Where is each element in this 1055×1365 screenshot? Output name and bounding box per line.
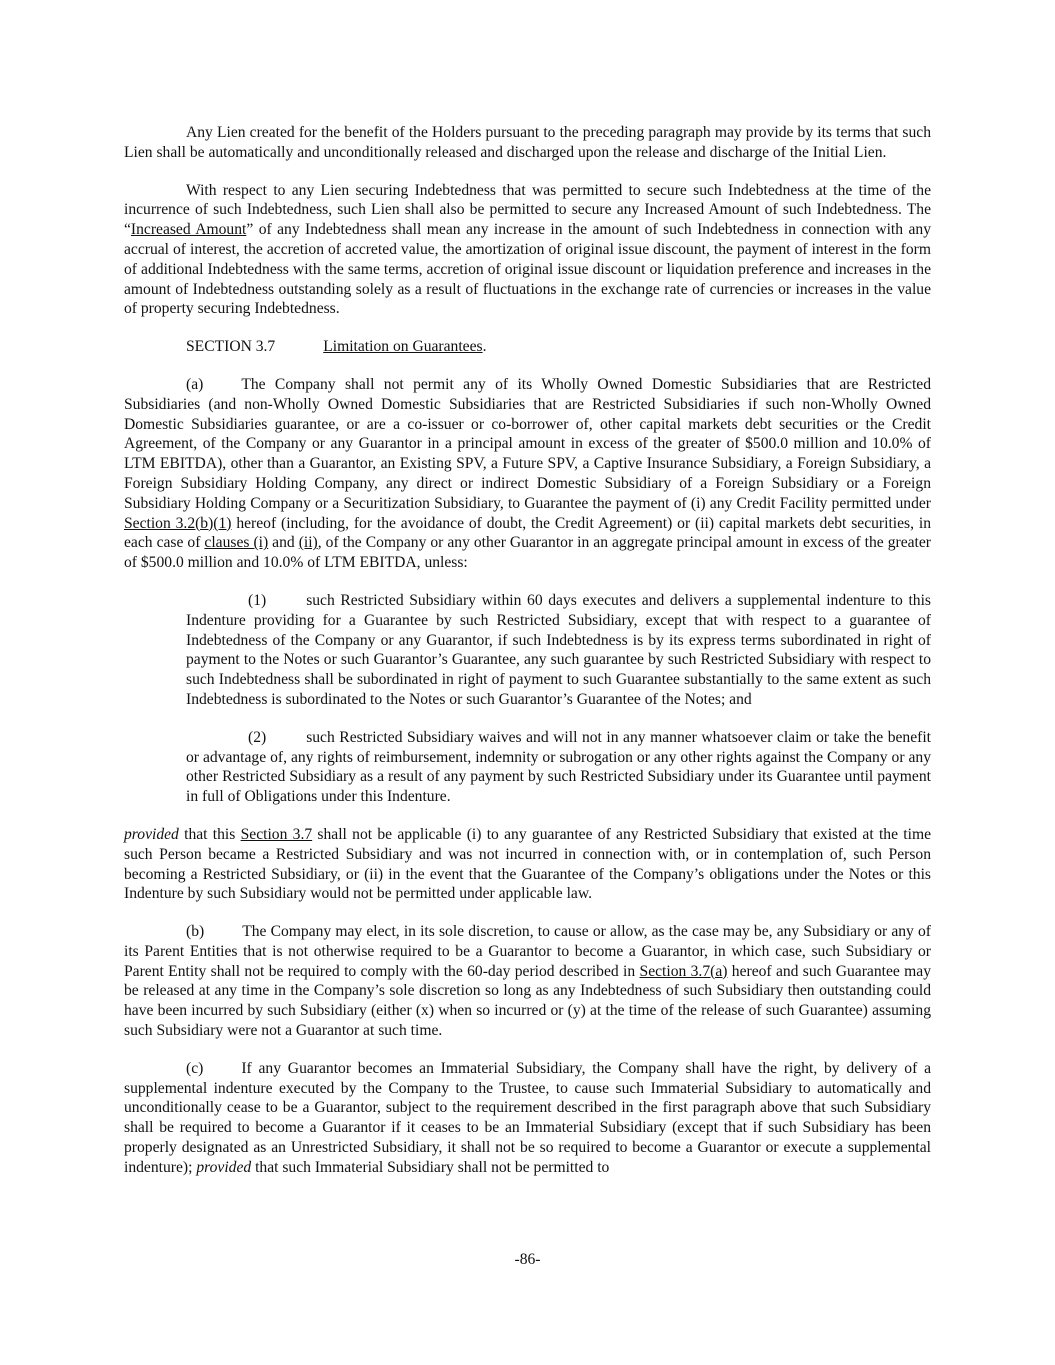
defined-term: Increased Amount <box>130 221 247 239</box>
clause-label: (b) <box>186 923 205 941</box>
proviso-word: provided <box>196 1158 252 1176</box>
section-title-period: . <box>482 338 487 356</box>
paragraph-text: such Restricted Subsidiary waives and will not in any manner whatsoever claim or take the benefit or advantage of, any rights of reimbursement, indemnity or subrogation or any other rights against the Company or any other Restricted Subsidiary as a result of any payment by such Restricted Subsidiary under its Guarantee until payment in full of Obligations under this Indenture. <box>186 728 931 806</box>
paragraph-lien-release <box>124 123 931 163</box>
document-page <box>124 123 931 1196</box>
cross-reference: Section 3.2(b)(1) <box>124 514 232 532</box>
section-title: Limitation on Guarantees <box>323 338 483 356</box>
cross-reference: Section 3.7 <box>240 825 313 843</box>
section-heading <box>124 337 931 357</box>
paragraph-text: If any Guarantor becomes an Immaterial Subsidiary, the Company shall have the right, by delivery of a supplemental indenture executed by the Company to the Trustee, to cause such Immaterial Subsidiary to automatically and unconditionally cease to be a Guarantor, subject to the requirement described in the first paragraph above that such Subsidiary shall be required to become a Guarantor if it ceases to be an Immaterial Subsidiary (except that if such Subsidiary has been properly designated as an Unrestricted Subsidiary, it shall not be so required to become a Guarantor or execute a supplemental indenture); <box>124 1059 931 1176</box>
subclause-2 <box>186 728 931 807</box>
page-number: -86- <box>514 1251 541 1268</box>
paragraph-a <box>124 375 931 573</box>
paragraph-text: Any Lien created for the benefit of the Holders pursuant to the preceding paragraph may provide by its terms that such Lien shall be automatically and unconditionally released and discharged upon the release and discharge of the Initial Lien. <box>124 124 931 161</box>
paragraph-proviso <box>124 825 931 904</box>
paragraph-increased-amount <box>124 181 931 320</box>
subclause-1 <box>186 591 931 710</box>
paragraph-c <box>124 1059 931 1178</box>
clause-label: (1) <box>248 591 267 609</box>
cross-reference: Section 3.7(a) <box>639 962 728 980</box>
paragraph-text: shall not be applicable (i) to any guarantee of any Restricted Subsidiary that existed at the time such Person became a Restricted Subsidiary and was not incurred in connection with, or in contemplation of, such Person becoming a Restricted Subsidiary, or (ii) in the event that the Guarantee of the Company’s obligations under the Notes or this Indenture by such Subsidiary would not be permitted under applicable law. <box>124 825 931 903</box>
paragraph-text: ” of any Indebtedness shall mean any increase in the amount of such Indebtedness in connection with any accrual of interest, the accretion of accreted value, the amortization of original issue discount, the payment of interest in the form of additional Indebtedness with the same terms, accretion of original issue discount or liquidation preference and increases in the amount of Indebtedness outstanding solely as a result of fluctuations in the exchange rate of currencies or increases in the value of property securing Indebtedness. <box>124 221 931 318</box>
clause-label: (a) <box>186 375 204 393</box>
paragraph-text: such Restricted Subsidiary within 60 days executes and delivers a supplemental indenture to this Indenture providing for a Guarantee by such Restricted Subsidiary, except that with respect to a guarantee of Indebtedness of the Company or any Guarantor, if such Indebtedness is by its express terms subordinated in right of payment to the Notes or such Guarantor’s Guarantee, any such guarantee by such Restricted Subsidiary with respect to such Indebtedness shall be subordinated in right of payment to such Guarantee substantially to the same extent as such Indebtedness is subordinated to the Notes or such Guarantor’s Guarantee of the Notes; and <box>186 591 931 708</box>
paragraph-text: The Company may elect, in its sole discretion, to cause or allow, as the case may be, any Subsidiary or any of its Parent Entities that is not otherwise required to be a Guarantor to become a Guarantor, in which case, such Subsidiary or Parent Entity shall not be required to comply with the 60-day period described in <box>124 923 931 980</box>
clause-label: (c) <box>186 1059 204 1077</box>
section-number: SECTION 3.7 <box>186 338 276 356</box>
paragraph-text: hereof (including, for the avoidance of doubt, the Credit Agreement) or (ii) capital markets debt securities, in each case of <box>124 514 931 552</box>
paragraph-text: that this <box>178 825 241 843</box>
paragraph-text: that such Immaterial Subsidiary shall not be permitted to <box>251 1158 610 1176</box>
paragraph-text: The Company shall not permit any of its Wholly Owned Domestic Subsidiaries that are Restricted Subsidiaries (and non-Wholly Owned Domestic Subsidiaries that are Restricted Subsidiaries if such non-Wholly Owned Domestic Subsidiaries guarantee, or are a co-issuer or co-borrower of, other capital markets debt securities or the Credit Agreement, of the Company or any Guarantor in a principal amount in excess of the greater of $500.0 million and 10.0% of LTM EBITDA), other than a Guarantor, an Existing SPV, a Future SPV, a Captive Insurance Subsidiary, a Foreign Subsidiary, a Foreign Subsidiary Holding Company, any direct or indirect Domestic Subsidiary of a Foreign Subsidiary or a Foreign Subsidiary Holding Company or a Securitization Subsidiary, to Guarantee the payment of (i) any Credit Facility permitted under <box>124 375 931 512</box>
paragraph-text: , of the Company or any other Guarantor in an aggregate principal amount in excess of the greater of $500.0 million and 10.0% of LTM EBITDA, unless: <box>124 534 932 572</box>
clause-label: (2) <box>248 728 267 746</box>
cross-reference: (ii) <box>298 534 318 552</box>
paragraph-text: hereof and such Guarantee may be released at any time in the Company’s sole discretion so long as any Indebtedness of such Subsidiary then outstanding could have been incurred by such Subsidiary (either (x) when so incurred or (y) at the time of the release of such Guarantee) assuming such Subsidiary were not a Guarantor at such time. <box>124 962 931 1040</box>
cross-reference: clauses (i) <box>204 534 269 552</box>
proviso-word: provided <box>124 825 179 843</box>
paragraph-b <box>124 922 931 1041</box>
paragraph-text: and <box>268 534 299 552</box>
paragraph-text: With respect to any Lien securing Indebtedness that was permitted to secure such Indebtedness at the time of the incurrence of such Indebtedness, such Lien shall also be permitted to secure any Increased Amount of such Indebtedness. The “ <box>124 181 931 239</box>
